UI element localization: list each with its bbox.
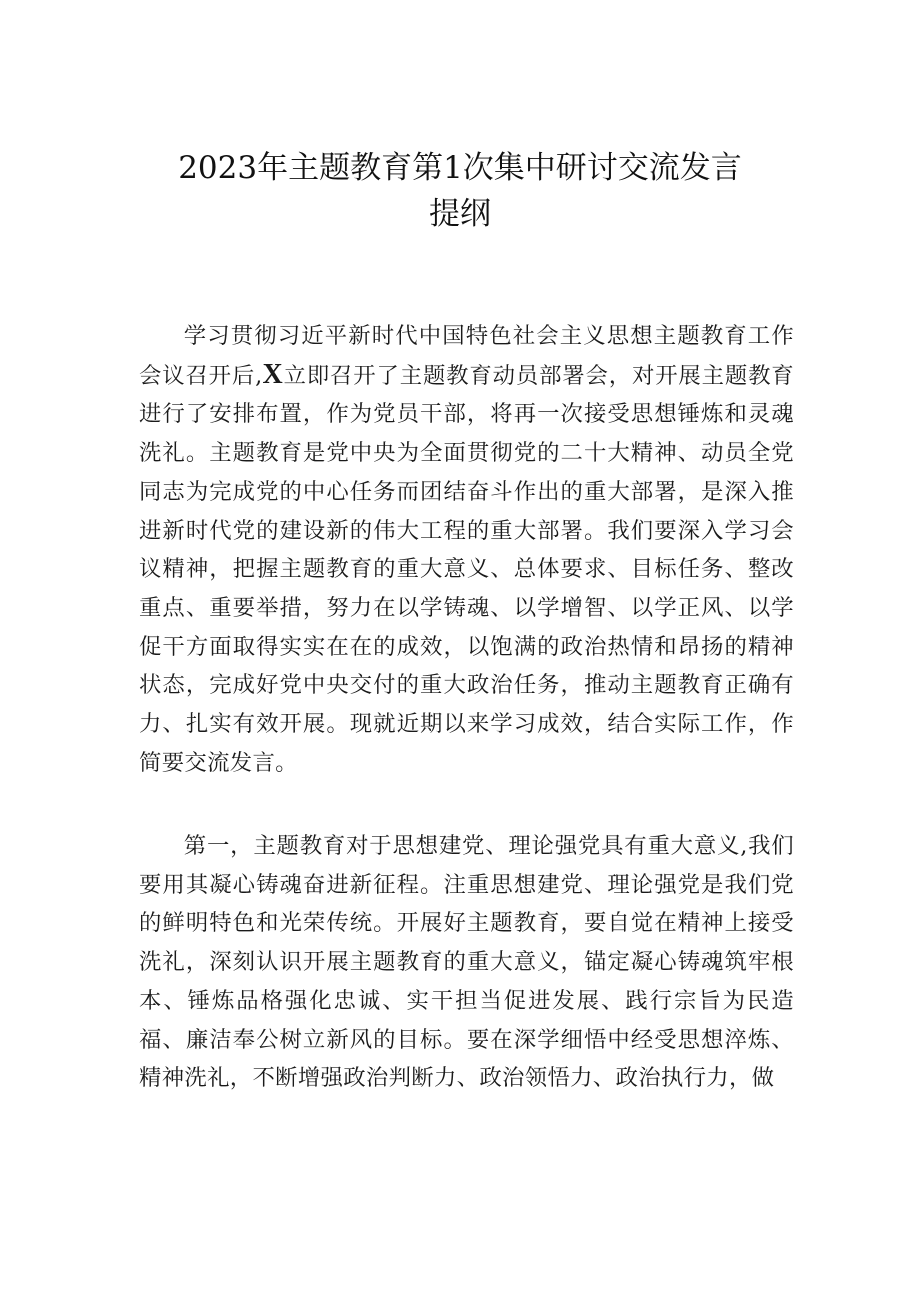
document-title-line-2: 提纲 bbox=[429, 196, 491, 232]
paragraph-intro bbox=[139, 317, 794, 782]
organization-placeholder-marker: X bbox=[262, 358, 284, 390]
paragraph-intro-start: 学习贯彻习近平新时代中国特色社会主义思想主题教育工作会议召开后, bbox=[139, 323, 794, 389]
paragraph-first-point: 第一，主题教育对于思想建党、理论强党具有重大意义,我们要用其凝心铸魂奋进新征程。注重思想建党、理论强党是我们党的鲜明特色和光荣传统。开展好主题教育，要自觉在精神上接受洗礼，深刻认识开展主题教育的重大意义，锚定凝心铸魂筑牢根本、锤炼品格强化忠诚、实干担当促进发展、践行宗旨为民造福、廉洁奉公树立新风的目标。要在深学细悟中经受思想淬炼、精神洗礼，不断增强政治判断力、政治领悟力、政治执行力，做 bbox=[139, 833, 794, 1092]
document-title-line-1: 2023年主题教育第1次集中研讨交流发言 bbox=[178, 150, 742, 186]
paragraph-intro-rest: 立即召开了主题教育动员部署会，对开展主题教育进行了安排布置，作为党员干部，将再一次接受思想锤炼和灵魂洗礼。主题教育是党中央为全面贯彻党的二十大精神、动员全党同志为完成党的中心任务而团结奋斗作出的重大部署，是深入推进新时代党的建设新的伟大工程的重大部署。我们要深入学习会议精神，把握主题教育的重大意义、总体要求、目标任务、整改重点、重要举措，努力在以学铸魂、以学增智、以学正风、以学促干方面取得实实在在的成效，以饱满的政治热情和昂扬的精神状态，完成好党中央交付的重大政治任务，推动主题教育正确有力、扎实有效开展。现就近期以来学习成效，结合实际工作，作简要交流发言。 bbox=[139, 362, 794, 776]
